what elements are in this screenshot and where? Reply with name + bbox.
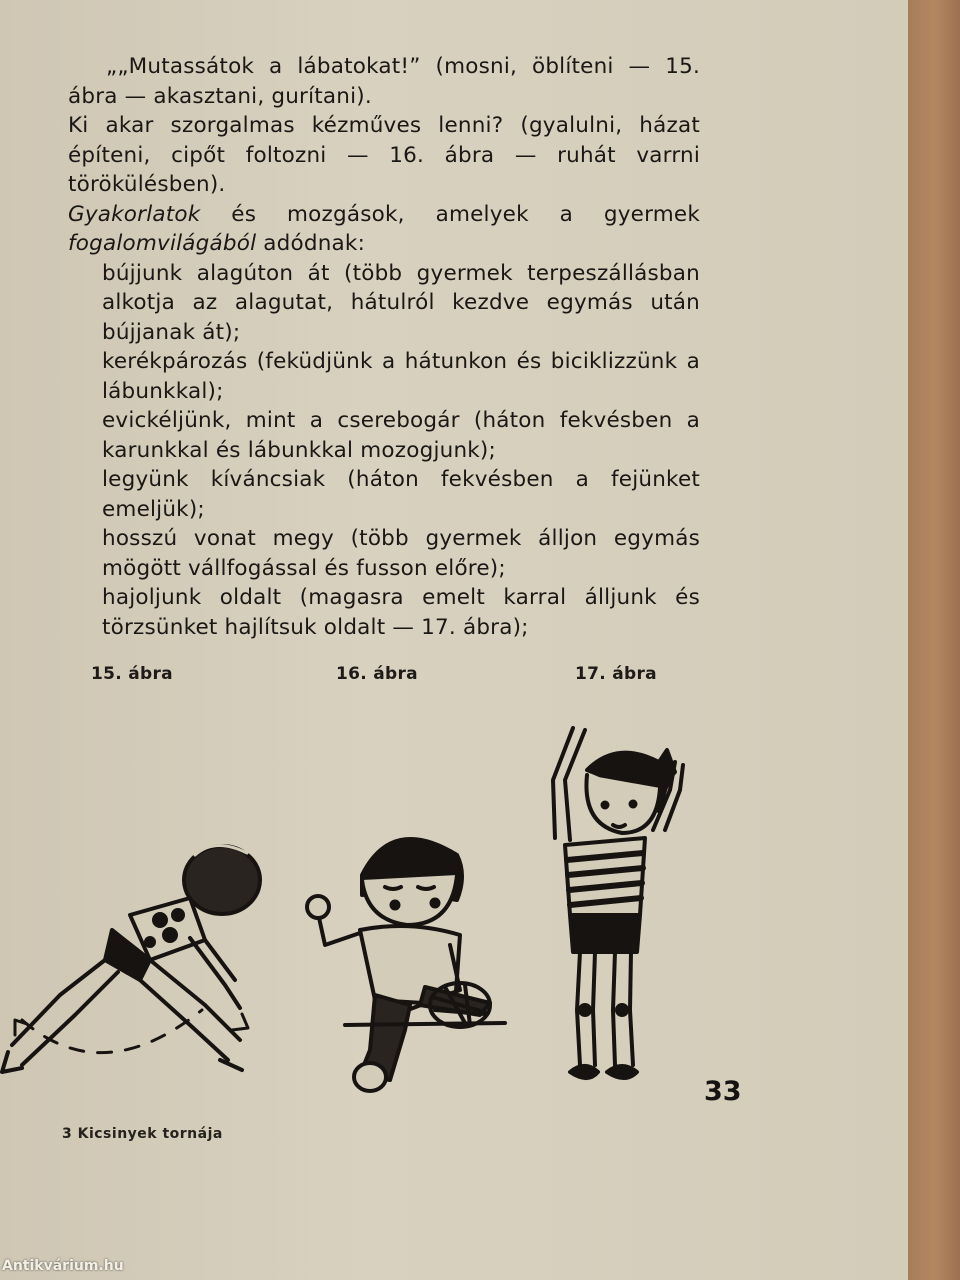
paragraph-exercises-intro bbox=[68, 200, 700, 259]
list-item: kerékpározás (feküdjünk a hátunkon és biciklizzünk a lábunkkal); bbox=[102, 349, 700, 404]
list-item: hajoljunk oldalt (magasra emelt karral álljunk és törzsünket hajlítsuk oldalt — 17. ábra); bbox=[102, 585, 700, 640]
figure-16-caption: 16. ábra bbox=[336, 664, 418, 684]
list-item: evickéljünk, mint a cserebogár (háton fekvésben a karunkkal és lábunkkal mozogjunk); bbox=[102, 408, 700, 463]
intro-end: adódnak: bbox=[256, 231, 366, 256]
figure-17-caption: 17. ábra bbox=[575, 664, 657, 684]
figure-16-illustration bbox=[300, 815, 510, 1095]
figure-15-caption: 15. ábra bbox=[91, 664, 173, 684]
intro-italic-1: Gyakorlatok bbox=[68, 201, 201, 227]
page-number: 33 bbox=[704, 1076, 742, 1107]
page-edge bbox=[908, 0, 960, 1280]
list-item: legyünk kíváncsiak (háton fekvésben a fejünket emeljük); bbox=[102, 467, 700, 522]
intro-italic-2: fogalomvilágából bbox=[68, 231, 257, 256]
list-item: hosszú vonat megy (több gyermek álljon egymás mögött vállfogással és fusson előre); bbox=[102, 526, 700, 581]
watermark: Antikvárium.hu bbox=[2, 1258, 124, 1274]
footer-signature: 3 Kicsinyek tornája bbox=[62, 1126, 223, 1142]
body-text bbox=[68, 52, 700, 642]
list-item: bújjunk alagúton át (több gyermek terpeszállásban alkotja az alagutat, hátulról kezdve egymás után bújjanak át); bbox=[102, 260, 700, 345]
figure-15-illustration bbox=[0, 820, 290, 1100]
paragraph-feet: „„Mutassátok a lábatokat!” (mosni, öblíteni — 15. ábra — akasztani, gurítani). bbox=[68, 54, 700, 109]
paragraph-craftsman: Ki akar szorgalmas kézműves lenni? (gyalulni, házat építeni, cipőt foltozni — 16. ábra — ruhát varrni törökülésben). bbox=[68, 113, 700, 197]
figure-17-illustration bbox=[525, 720, 695, 1100]
intro-mid: és mozgások, amelyek a gyermek bbox=[200, 201, 700, 227]
